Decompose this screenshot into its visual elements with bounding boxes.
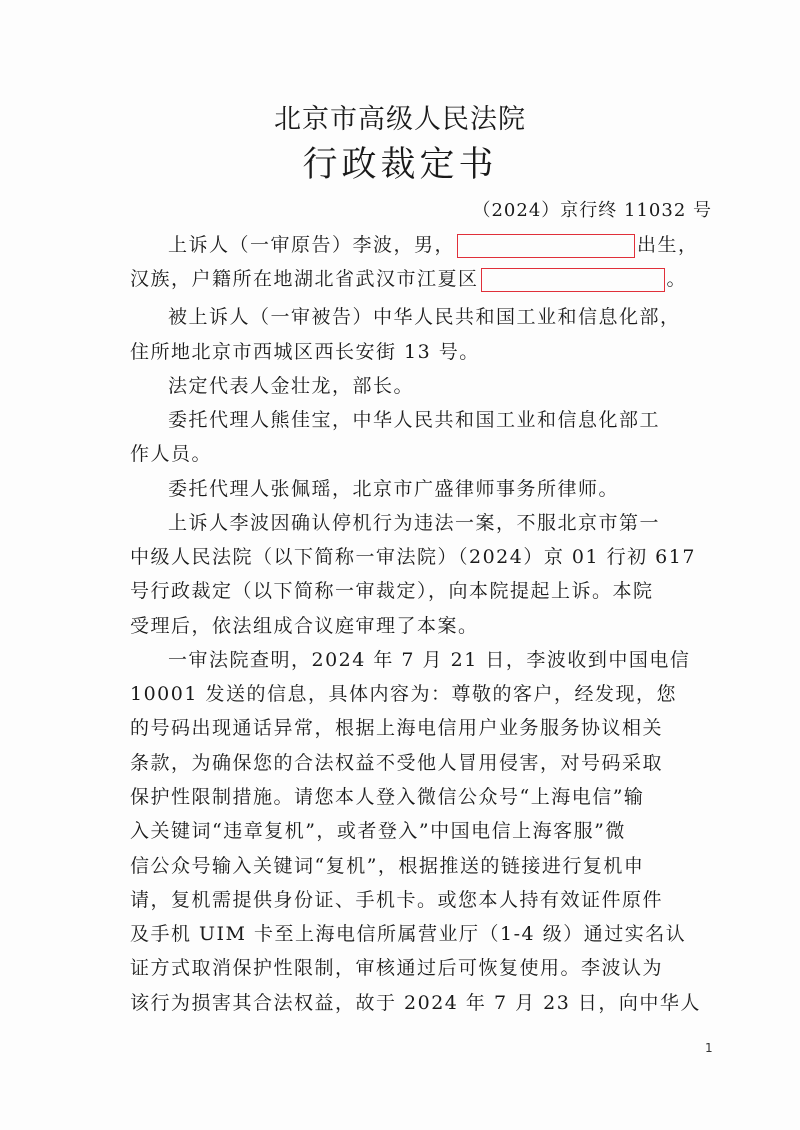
redaction-box-address: [481, 268, 665, 292]
text-line-appellant: [168, 229, 710, 262]
text-line: 的号码出现通话异常，根据上海电信用户业务服务协议相关: [130, 717, 664, 739]
text-line: 作人员。: [130, 443, 213, 465]
text-line: 信公众号输入关键词“复机”，根据推送的链接进行复机申: [130, 855, 645, 877]
court-name: 北京市高级人民法院: [274, 104, 526, 135]
birth-suffix-text: 出生，: [637, 234, 699, 256]
document-type-title: 行政裁定书: [302, 145, 498, 185]
text-line: 10001 发送的信息，具体内容为：尊敬的客户，经发现，您: [130, 683, 677, 705]
appellant-text: 上诉人（一审原告）李波，男，: [168, 234, 456, 256]
text-line-residence: [130, 263, 710, 296]
text-line: 一审法院查明，2024 年 7 月 21 日，李波收到中国电信: [168, 649, 691, 671]
case-number: （2024）京行终 11032 号: [472, 200, 712, 221]
text-line: 法定代表人金壮龙，部长。: [168, 375, 415, 397]
text-line: 住所地北京市西城区西长安街 13 号。: [130, 341, 480, 363]
residence-end-text: 。: [666, 268, 688, 290]
text-line: 及手机 UIM 卡至上海电信所属营业厅（1-4 级）通过实名认: [130, 923, 687, 945]
text-line: 号行政裁定（以下简称一审裁定），向本院提起上诉。本院: [130, 580, 654, 602]
text-line: 条款，为确保您的合法权益不受他人冒用侵害，对号码采取: [130, 752, 664, 774]
residence-text: 汉族，户籍所在地湖北省武汉市江夏区: [130, 268, 479, 290]
text-line: 请，复机需提供身份证、手机卡。或您本人持有效证件原件: [130, 889, 664, 911]
text-line: 中级人民法院（以下简称一审法院）（2024）京 01 行初 617: [130, 546, 696, 568]
text-line: 保护性限制措施。请您本人登入微信公众号“上海电信”输: [130, 786, 645, 808]
text-line: 委托代理人熊佳宝，中华人民共和国工业和信息化部工: [168, 409, 661, 431]
text-line: 委托代理人张佩瑶，北京市广盛律师事务所律师。: [168, 478, 620, 500]
text-line: 上诉人李波因确认停机行为违法一案，不服北京市第一: [168, 512, 661, 534]
text-line: 该行为损害其合法权益，故于 2024 年 7 月 23 日，向中华人: [130, 992, 701, 1014]
text-line: 证方式取消保护性限制，审核通过后可恢复使用。李波认为: [130, 957, 664, 979]
text-line: 受理后，依法组成合议庭审理了本案。: [130, 615, 479, 637]
page-number: 1: [705, 1041, 713, 1055]
text-line: 入关键词“违章复机”，或者登入”中国电信上海客服”微: [130, 820, 626, 842]
redaction-box-birthdate: [457, 234, 635, 258]
text-line: 被上诉人（一审被告）中华人民共和国工业和信息化部，: [168, 306, 681, 328]
